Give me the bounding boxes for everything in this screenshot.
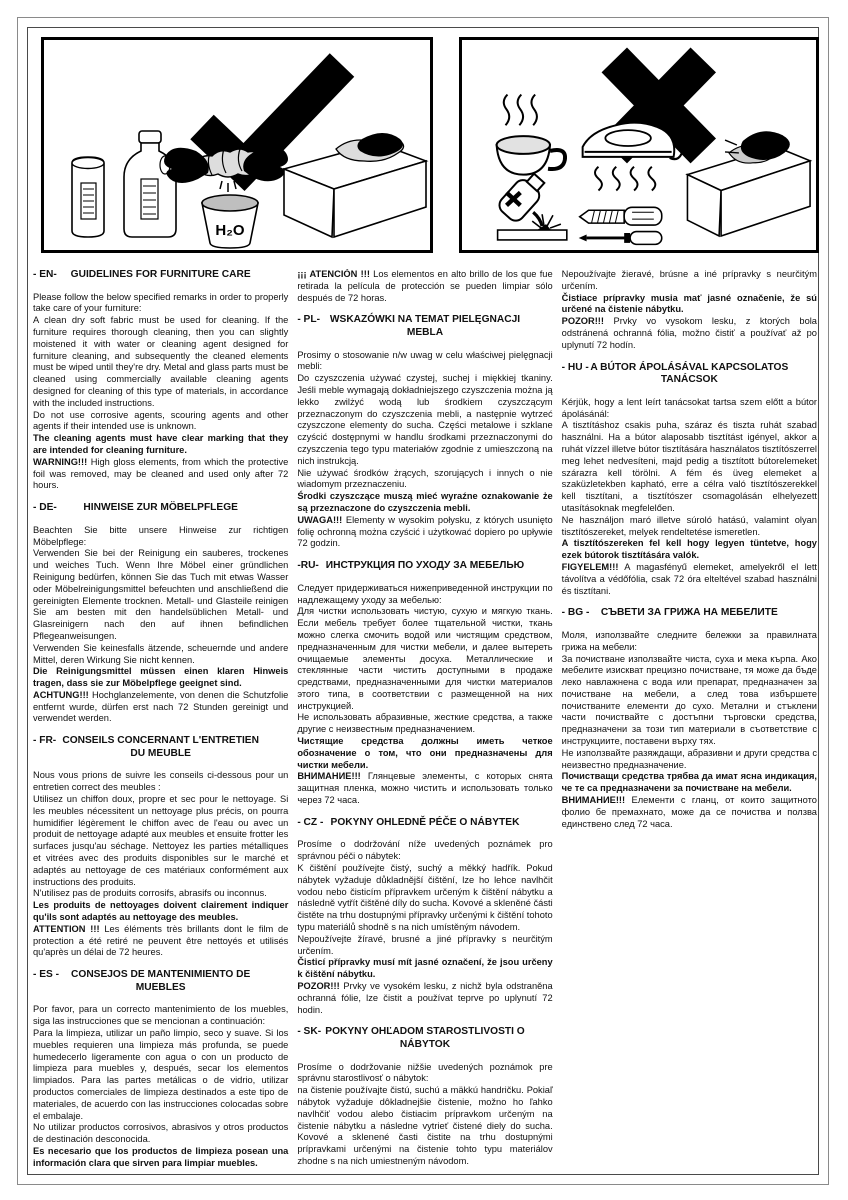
section-title: CONSEILS CONCERNANT L'ENTRETIEN DU MEUBLE [62,735,259,759]
section-hu [562,362,817,598]
text-run: Verwenden Sie keinesfalls ätzende, scheuernde und andere Mittel, deren Wirkung Sie nicht kennen. [33,642,289,665]
text-run: Ne használjon maró illetve súroló hatású, valamint olyan tisztítószereket, melyek rendeltetése ismeretlen. [561,514,817,537]
section-title: A BÚTOR ÁPOLÁSÁVAL KAPCSOLATOS TANÁCSOK [590,361,789,386]
sections-flow [33,269,817,1183]
text-run: Елементи с гланц, от които защитното фолио бе премахнато, може да се почиства и ползва единствено след 72 часа. [561,795,817,829]
spray-can-icon [72,157,104,237]
language-code: - BG - [561,607,590,619]
section-title: HINWEISE ZUR MÖBELPFLEGE [83,502,238,514]
paragraph [33,525,288,549]
text-run: Nepoužívejte žíravé, brusné a jiné přípravky s neurčitým určením. [297,933,553,956]
bold-text-run: A tisztítószereken fel kell hogy legyen tüntetve, hogy ezek bútorok tisztítására valók. [561,538,817,561]
bold-text-run: FIGYELEM!!! [561,561,619,572]
text-run: A tisztításhoz csakis puha, száraz és tiszta ruhát szabad használni. Ha a bútor alaposabb tisztítást igényel, akkor a ruhát vízzel illetve bútor tisztítására használatos tisztítószerrel meg lehet nedvesíteni, majd pedig a tisztított bútorelemeket szárazra kell törölni. A fém és üveg elemeket a szaküzletekben kapható, erre a célra való tisztítószerekkel kell tisztítani, a tisztítószer csomagolásán elhelyezett utasításoknak megfelelően. [561,420,817,513]
figures-row [41,37,819,253]
dont-panel [459,37,819,253]
bold-text-run: ATTENTION !!! [33,923,100,934]
bold-text-run: WARNING!!! [33,456,88,467]
text-run: Kérjük, hogy a lent leírt tanácsokat tartsa szem előtt a bútor ápolásánál: [561,396,817,419]
text-run: Для чистки использовать чистую, сухую и мягкую ткань. Если мебель требует более тщательной чистки, ткань можно слегка смочить водой или чистящим средством, предназначенным для чистки мебели, и далее вытереть очищаемые элементы досуха. Металлические и стеклянные части чистить доступными в продаже средствами, предназначенными для чистки материалов этого типа, в соответствии с размещенной на них инструкцией. [297,606,553,711]
paragraph [297,606,552,712]
iron-icon [583,123,683,191]
text-run: Prosíme o dodržovanie nižšie uvedených poznámok pre správnu starostlivosť o nábytok: [297,1061,553,1084]
section-heading [297,817,552,830]
text-run: na čistenie používajte čistú, suchú a mäkkú handričku. Pokiaľ nábytok vyžaduje dôkladnejšie čistenie, možno ho ľahko navlhčiť vodou alebo čistiacim prípravkom určeným na čistenie nábytku a následne vytrieť čistené diely do sucha. Kovové a sklenené časti čistite na trhu dostupnými prípravkami určenými na čistenie tohto typu materiálov zhodne s na nich umiestneným návodom. [297,1085,553,1166]
bold-text-run: Почистващи средства трябва да имат ясна индикация, че те са предназначени за почистване на мебели. [561,771,817,794]
dont-panel-illustration [462,40,816,250]
bold-text-run: Es necesario que los productos de limpieza posean una información clara que sirven para limpiar muebles. [33,1145,289,1168]
section-pl [297,314,552,550]
paragraph [33,410,288,434]
section-heading [562,607,817,620]
section-title: WSKAZÓWKI NA TEMAT PIELĘGNACJI MEBLA [329,314,521,338]
paragraph [562,654,817,748]
text-run: Beachten Sie bitte unsere Hinweise zur richtigen Möbelpflege: [33,524,289,547]
paragraph [297,491,552,515]
section-heading [297,314,552,339]
text-run: A clean dry soft fabric must be used for cleaning. If the furniture requires thorough cleaning, then you can slightly moistened it with water or cleaning agent designed for furniture cleaning, and subsequently the cleaned elements must be wiped until they're dry. Metal and glass parts must be cleaned using commercially available cleaning agents designed for cleaning of this type of materials, in accordance with the included instructions. [33,315,289,408]
paragraph [297,583,552,607]
paragraph [297,934,552,958]
section-en [33,269,288,492]
bold-text-run: Środki czyszczące muszą mieć wyraźne oznakowanie że są przeznaczone do czyszczenia mebli. [297,491,553,513]
paragraph [33,643,288,667]
text-run: Los elementos en alto brillo de los que fue retirada la película de protección se pueden limpiar sólo después de 72 horas. [297,269,553,303]
bold-text-run: Čisticí přípravky musí mít jasné označení, že jsou určeny k čištění nábytku. [297,957,553,980]
paragraph [33,315,288,409]
wringing-cloth-icon [164,146,288,192]
section-title: CONSEJOS DE MANTENIMIENTO DE MUEBLES [71,969,251,993]
text-run: Elementy w wysokim połysku, z których usunięto folię ochronną można czyścić i użytkować dopiero po upływie 72 godzin. [297,514,553,549]
paragraph [33,1028,288,1122]
paragraph [562,420,817,514]
paragraph [562,515,817,539]
paragraph [297,1085,552,1168]
text-run: Por favor, para un correcto mantenimiento de los muebles, siga las instrucciones que se mencionan a continuación: [33,1004,289,1027]
paragraph [297,957,552,981]
text-run: Prosíme o dodržování níže uvedených poznámek pro správnou péči o nábytek: [297,839,553,862]
paragraph [33,900,288,924]
paragraph [33,433,288,457]
section-heading [562,362,817,387]
text-run: Nous vous prions de suivre les conseils ci-dessous pour un entretien correct des meubles : [33,770,289,793]
language-code: - SK- [297,1026,322,1038]
paragraph [33,924,288,959]
text-run: Do czyszczenia używać czystej, suchej i miękkiej tkaniny. Jeśli meble wymagają dokładniejszego czyszczenia można ją lekko zwilżyć wodą lub środkiem czyszczącym przeznaczonym do czyszczenia mebli, a następnie wytrzeć czyszczone elementy do sucha. Części metalowe i szklane czyścić dostępnymi w handlu środkami przeznaczonymi do czyszczenia tego typu materiałów zgodnie z umieszczoną na nich instrukcją. [297,373,553,466]
bold-text-run: The cleaning agents must have clear marking that they are intended for cleaning furniture. [33,433,289,455]
text-run: Prosimy o stosowanie n/w uwag w celu właściwej pielęgnacji mebli: [297,349,553,372]
section-title: POKYNY OHĽADOM STAROSTLIVOSTI O NÁBYTOK [325,1026,525,1050]
paragraph [297,771,552,806]
text-run: Моля, използвайте следните бележки за правилната грижа на мебели: [561,629,817,652]
section-heading [33,269,288,282]
bold-text-run: Чистящие средства должны иметь четкое обозначение о том, что они предназначены для чистки мебели. [297,736,553,770]
bold-text-run: ВНИМАНИЕ!!! [297,771,361,782]
bucket-label: H₂O [215,222,245,239]
paragraph [33,1004,288,1028]
hot-cup-icon [497,95,565,175]
paragraph [33,888,288,900]
language-code: - FR- [33,735,57,747]
section-heading [297,1026,552,1051]
bold-text-run: ВНИМАНИЕ!!! [561,795,626,806]
table-wipe-icon [284,133,426,237]
text-run: Prvky ve vysokém lesku, z nichž byla odstraněna ochranná fólie, lze čistit a používat teprve po uplynutí 72 hodin. [297,981,553,1015]
text-run: Не использовать абразивные, жесткие средства, а также другие с неизвестным предназначением. [297,712,553,735]
section-ru [297,560,552,807]
do-panel [41,37,433,253]
text-run: Para la limpieza, utilizar un paño limpio, seco y suave. Si los muebles requieren una limpieza más profunda, se puede humedecerlo ligeramente con agua o con un producto de limpieza para muebles y, después, secar los elementos limpiados. Para las partes metálicas o de vidrio, utilizar productos comerciales de limpieza destinados a este tipo de materiales, de acuerdo con las instrucciones colocadas sobre el embalaje. [33,1028,289,1121]
text-run: Prvky vo vysokom lesku, z ktorých bola odstránená ochranná fólia, možno čistiť a používať až po uplynutí 72 hodín. [561,316,817,350]
paragraph [562,269,817,293]
text-run: Hochglanzelemente, von denen die Schutzfolie entfernt wurde, dürfen erst nach 72 Stunden gereinigt und verwendet werden. [33,689,289,724]
paragraph [33,770,288,794]
bold-text-run: Die Reinigungsmittel müssen einen klaren Hinweis tragen, dass sie zur Möbelpflege geeignet sind. [33,666,289,689]
language-code: -RU- [297,560,319,572]
language-code: - HU - [561,361,589,373]
paragraph [562,538,817,562]
text-run: K čištění používejte čistý, suchý a měkký hadřík. Pokud nábytek vyžaduje důkladnější čištění, lze ho lehce navlhčit vodou nebo čisticím přípravkem určeným k čištění nábytku a následně vytřít čištěné díly do sucha. Kovové a skleněné části čistěte na trhu dostupnými přípravky určenými k čištění tohoto typu materiálů shodně s na nich umístěným návodem. [297,863,553,933]
section-title: ИНСТРУКЦИЯ ПО УХОДУ ЗА МЕБЕЛЬЮ [325,560,525,572]
paragraph [33,690,288,725]
section-de [33,502,288,725]
paragraph [33,666,288,690]
do-panel-illustration [44,40,430,250]
bold-text-run: ACHTUNG!!! [33,689,89,700]
paragraph [297,269,552,304]
bold-text-run: ¡¡¡ ATENCIÓN !!! [297,269,370,279]
text-run: High gloss elements, from which the protective foil was removed, may be cleaned and used only after 72 hours. [33,456,289,491]
paragraph [562,748,817,772]
paragraph [297,1062,552,1086]
paragraph [33,548,288,642]
paragraph [562,293,817,317]
corrosive-pour-icon [496,169,567,240]
text-run: Please follow the below specified remarks in order to properly take care of your furniture: [33,291,289,314]
text-run: Следует придерживаться нижеприведенной инструкции по надлежащему уходу за мебелью: [297,582,553,605]
paragraph [33,292,288,316]
text-run: Utilisez un chiffon doux, propre et sec pour le nettoyage. Si les meubles nécessitent un nettoyage plus précis, on pourra humidifier légèrement le chiffon avec de l'eau ou avec un produit de nettoyage adapté aux meubles et ensuite frotter les surfaces jusqu'au séchage. Nettoyez les parties métalliques et vitrées avec des produits disponibles sur le marché et adaptés au nettoyage de ces matériaux conformément aux instructions des produits. [33,794,289,887]
text-run: За почистване използвайте чиста, суха и мека кърпа. Ако мебелите изискват прецизно почистване, тя може да бъде леко навлажнена с вода или препарат, предназначен за почистване на мебели, а след това избършете почистваните елементи до сухо. Метални и стъклени части почиствайте с достъпни търговски средства, предназначени за този тип материали в съответствие с инструкциите, поставени върху тях. [561,653,817,747]
paragraph [562,630,817,654]
bold-text-run: Čistiace prípravky musia mať jasné označenie, že sú určené na čistenie nábytku. [561,292,817,315]
text-run: Nepoužívajte žieravé, brúsne a iné prípravky s neurčitým určením. [561,269,817,291]
paragraph [33,1146,288,1170]
language-code: - CZ - [297,816,324,828]
language-code: - EN- [33,269,57,280]
section-title: СЪВЕТИ ЗА ГРИЖА НА МЕБЕЛИТЕ [600,607,778,619]
paragraph [562,771,817,795]
text-run: N'utilisez pas de produits corrosifs, abrasifs ou inconnus. [33,888,267,899]
paragraph [562,795,817,830]
paragraph [562,316,817,351]
paragraph [297,468,552,492]
paragraph [33,457,288,492]
text-run: Verwenden Sie bei der Reinigung ein sauberes, trockenes und weiches Tuch. Wenn Ihre Möbel einer gründlichen Reinigung bedürfen, können Sie das Tuch mit etwas Wasser oder Möbelreinigungsmittel befeuchten und anschließend die gereinigten Elemente trocknen. Metall- und Glasteile reinigen Sie am besten mit den handelsüblichen Metall- und Glasreinigern nach den auf ihnen befindlichen Pflegeanweisungen. [33,548,289,641]
text-run: Не използвайте разяждащи, абразивни и други средства с неизвестно предназначение. [561,747,817,770]
paragraph [297,839,552,863]
section-title: POKYNY OHLEDNĚ PÉČE O NÁBYTEK [330,816,520,828]
text-run: Les éléments très brillants dont le film de protection a été retiré ne peuvent être nettoyés et utilisés qu'après un délai de 72 heures. [33,923,289,958]
section-heading [33,502,288,515]
section-heading [33,969,288,994]
paragraph [297,373,552,467]
paragraph [297,350,552,374]
paragraph [297,981,552,1016]
text-run: No utilizar productos corrosivos, abrasivos y otros productos de destinación desconocida. [33,1122,289,1145]
bold-text-run: POZOR!!! [561,316,605,327]
section-heading [33,735,288,760]
text-run: A magasfényű elemeket, amelyekről el lett távolítva a védőfólia, csak 72 óra elteltével szabad használni és tisztítani. [561,561,817,596]
text-run: Do not use corrosive agents, scouring agents and other agents if their intended use is unknown. [33,409,289,432]
language-code: - PL- [297,314,320,326]
section-cz [297,817,552,1017]
water-bucket-icon [202,195,258,248]
paragraph [562,562,817,597]
text-run: Nie używać środków żrących, szorujących i innych o nie wiadomym przeznaczeniu. [297,467,553,490]
text-run: Глянцевые элементы, с которых снята защитная пленка, можно чистить и использовать только через 72 часа. [297,771,553,806]
section-bg [562,607,817,830]
bold-text-run: POZOR!!! [297,981,340,992]
paragraph [297,515,552,550]
cleaning-bottle-icon [124,131,176,237]
section-heading [297,560,552,573]
paragraph [297,736,552,771]
section-title: GUIDELINES FOR FURNITURE CARE [70,269,251,280]
section-fr [33,735,288,959]
language-code: - ES - [33,969,60,981]
bold-text-run: UWAGA!!! [297,514,343,525]
paragraph [33,1122,288,1146]
sharp-tools-icon [579,207,662,244]
paragraph [33,794,288,888]
bold-text-run: Les produits de nettoyages doivent clairement indiquer qu'ils sont adaptés au nettoyage des meubles. [33,900,289,923]
language-code: - DE- [33,502,57,514]
paragraph [562,397,817,421]
paragraph [297,712,552,736]
paragraph [297,863,552,934]
